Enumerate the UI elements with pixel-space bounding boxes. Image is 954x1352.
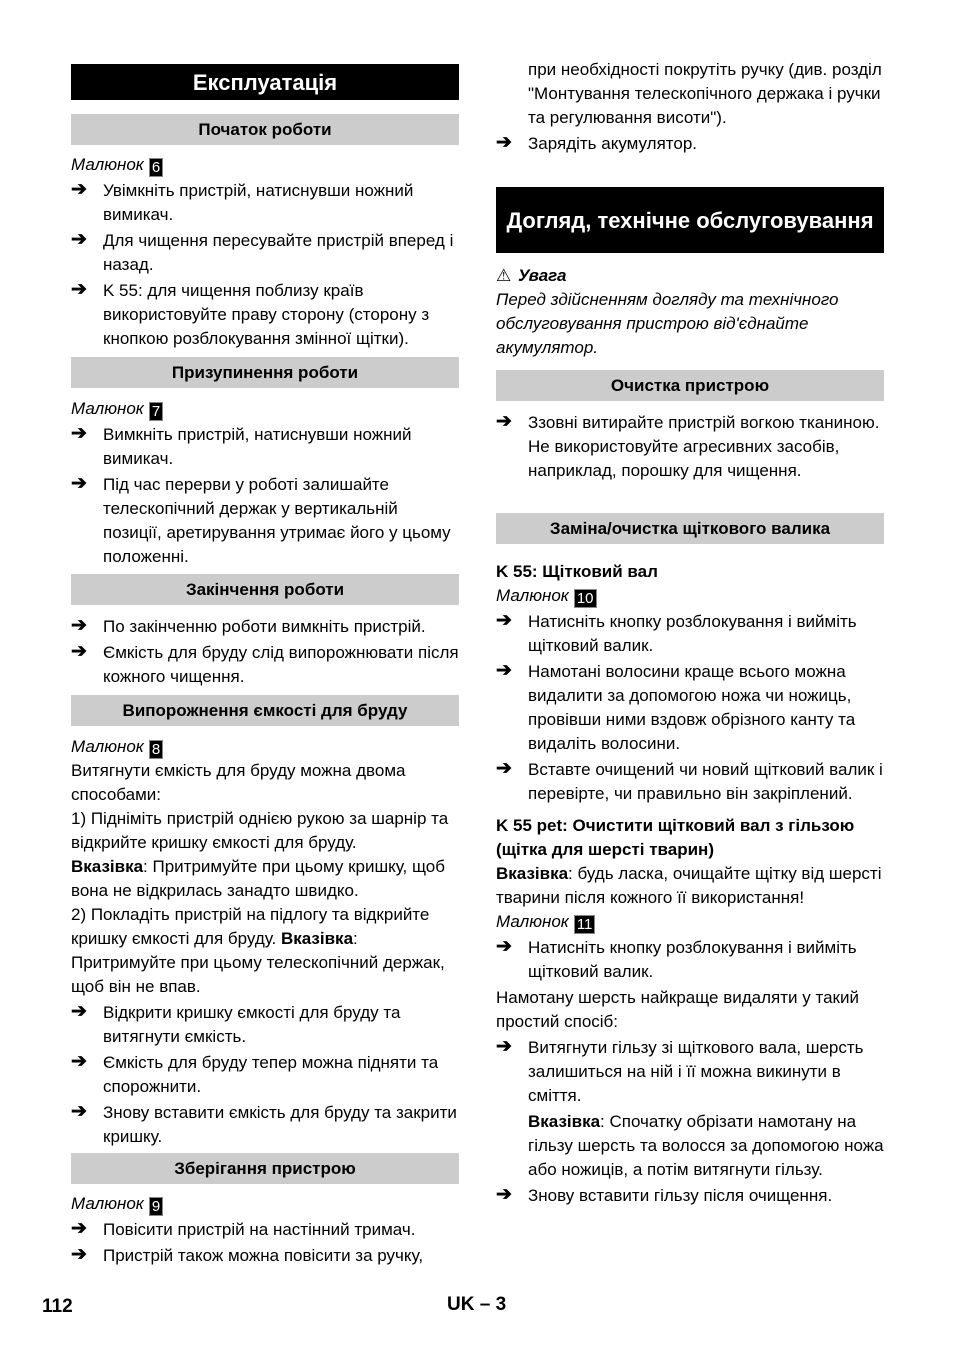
figure-label: Малюнок bbox=[71, 155, 144, 174]
list-item bbox=[71, 279, 459, 351]
list-item bbox=[71, 1244, 459, 1268]
figure-number: 10 bbox=[574, 589, 597, 608]
list-item-text: Натисніть кнопку розблокування і вийміть щітковий валик. bbox=[528, 612, 857, 655]
warning-text: Перед здійсненням догляду та технічного обслуговування пристрою від'єднайте акумулятор. bbox=[496, 290, 839, 357]
note-text: : будь ласка, очищайте щітку від шерсті тварини після кожного її використання! bbox=[496, 864, 882, 907]
arrow-icon: ➔ bbox=[496, 411, 512, 432]
subheading-empty-container: Випорожнення ємкості для бруду bbox=[71, 695, 459, 726]
list-item-text: Ємкість для бруду слід випорожнювати після кожного чищення. bbox=[103, 643, 459, 686]
warning-triangle-icon: ⚠ bbox=[496, 266, 512, 285]
list-item-text: Намотані волосини краще всього можна видалити за допомогою ножа чи ножиць, провівши ними вздовж обрізного канту та видаліть волосини. bbox=[528, 662, 856, 753]
note-text: : Спочатку обрізати намотану на гільзу шерсть та волосся за допомогою ножа або ножиців, а потім витягнути гільзу. bbox=[528, 1112, 884, 1179]
list-item-text: Пристрій також можна повісити за ручку, bbox=[103, 1246, 424, 1265]
arrow-icon: ➔ bbox=[71, 279, 87, 300]
list-item bbox=[496, 758, 884, 806]
figure-reference bbox=[496, 584, 884, 608]
figure-reference bbox=[496, 910, 884, 934]
list-item bbox=[496, 1184, 884, 1208]
figure-reference bbox=[71, 735, 459, 759]
list-item-text: Для чищення пересувайте пристрій вперед і назад. bbox=[103, 231, 454, 274]
note-label: Вказівка bbox=[496, 864, 569, 883]
arrow-icon: ➔ bbox=[496, 660, 512, 681]
figure-reference bbox=[71, 153, 459, 177]
list-item-text: Натисніть кнопку розблокування і вийміть щітковий валик. bbox=[528, 938, 857, 981]
arrow-icon: ➔ bbox=[71, 1051, 87, 1072]
list-item bbox=[71, 1051, 459, 1099]
figure-label: Малюнок bbox=[496, 586, 569, 605]
list-item-text: K 55: для чищення поблизу країв використовуйте праву сторону (сторону з кнопкою розблокування змінної щітки). bbox=[103, 281, 430, 348]
list-item bbox=[71, 179, 459, 227]
arrow-icon: ➔ bbox=[496, 1184, 512, 1205]
list-item-text: Ззовні витирайте пристрій вогкою тканиною. Не використовуйте агресивних засобів, наприклад, порошку для чищення. bbox=[528, 413, 880, 480]
arrow-icon: ➔ bbox=[496, 758, 512, 779]
list-item bbox=[71, 641, 459, 689]
subsection-title: K 55: Щітковий вал bbox=[496, 562, 658, 581]
list-item-text: Вставте очищений чи новий щітковий валик і перевірте, чи правильно він закріплений. bbox=[528, 760, 883, 803]
list-item-text: Витягнути гільзу зі щіткового вала, шерсть залишиться на ній і її можна викинути в сміття. bbox=[528, 1038, 864, 1105]
figure-label: Малюнок bbox=[71, 1194, 144, 1213]
arrow-icon: ➔ bbox=[71, 1101, 87, 1122]
list-item bbox=[496, 411, 884, 483]
paragraph: Намотану шерсть найкраще видаляти у такий простий спосіб: bbox=[496, 988, 859, 1031]
figure-number: 7 bbox=[149, 402, 163, 421]
language-page-code: UK – 3 bbox=[447, 1294, 507, 1315]
section-heading-maintenance: Догляд, технічне обслуговування bbox=[496, 187, 884, 253]
arrow-icon: ➔ bbox=[496, 1036, 512, 1057]
list-item-text: Знову вставити гільзу після очищення. bbox=[528, 1186, 833, 1205]
note-text: : Притримуйте при цьому кришку, щоб вона не відкрилась занадто швидко. bbox=[71, 857, 445, 900]
list-item bbox=[71, 1218, 459, 1242]
arrow-icon: ➔ bbox=[71, 1218, 87, 1239]
paragraph: 1) Підніміть пристрій однією рукою за шарнір та відкрийте кришку ємкості для бруду. bbox=[71, 809, 449, 852]
arrow-icon: ➔ bbox=[71, 1244, 87, 1265]
subheading-storage: Зберігання пристрою bbox=[71, 1153, 459, 1184]
list-item bbox=[71, 1101, 459, 1149]
paragraph bbox=[71, 903, 459, 999]
note-paragraph bbox=[528, 1110, 884, 1182]
subsection-title: K 55 pet: Очистити щітковий вал з гільзою (щітка для шерсті тварин) bbox=[496, 816, 855, 859]
list-item bbox=[71, 615, 459, 639]
section-heading-operation: Експлуатація bbox=[71, 64, 459, 100]
figure-label: Малюнок bbox=[71, 737, 144, 756]
arrow-icon: ➔ bbox=[71, 179, 87, 200]
list-item bbox=[496, 610, 884, 658]
subheading-brush-roller: Заміна/очистка щіткового валика bbox=[496, 513, 884, 544]
note-label: Вказівка bbox=[71, 857, 144, 876]
list-item-text: Зарядіть акумулятор. bbox=[528, 134, 698, 153]
arrow-icon: ➔ bbox=[71, 1001, 87, 1022]
continued-text: при необхідності покрутіть ручку (див. розділ "Монтування телескопічного держака і ручки та регулювання висоти"). bbox=[528, 60, 882, 127]
figure-label: Малюнок bbox=[496, 912, 569, 931]
list-item bbox=[71, 1001, 459, 1049]
arrow-icon: ➔ bbox=[71, 229, 87, 250]
paragraph-text: 2) Покладіть пристрій на підлогу та відкрийте кришку ємкості для бруду. bbox=[71, 905, 430, 948]
arrow-icon: ➔ bbox=[71, 473, 87, 494]
list-item-text: Вимкніть пристрій, натиснувши ножний вимикач. bbox=[103, 425, 412, 468]
subheading-end-work: Закінчення роботи bbox=[71, 574, 459, 605]
arrow-icon: ➔ bbox=[496, 936, 512, 957]
list-item-text: Відкрити кришку ємкості для бруду та витягнути ємкість. bbox=[103, 1003, 401, 1046]
list-item bbox=[496, 936, 884, 984]
list-item-text: Знову вставити ємкість для бруду та закрити кришку. bbox=[103, 1103, 457, 1146]
list-item-text: Повісити пристрій на настінний тримач. bbox=[103, 1220, 416, 1239]
figure-number: 9 bbox=[149, 1197, 163, 1216]
figure-number: 6 bbox=[149, 158, 163, 177]
subheading-pause-work: Призупинення роботи bbox=[71, 357, 459, 388]
list-item-text: Ємкість для бруду тепер можна підняти та спорожнити. bbox=[103, 1053, 439, 1096]
note-paragraph bbox=[496, 862, 884, 910]
figure-number: 8 bbox=[149, 740, 163, 759]
list-item bbox=[496, 660, 884, 756]
list-item bbox=[71, 229, 459, 277]
figure-number: 11 bbox=[574, 915, 596, 934]
figure-reference bbox=[71, 397, 459, 421]
figure-label: Малюнок bbox=[71, 399, 144, 418]
subheading-start-work: Початок роботи bbox=[71, 114, 459, 145]
list-item-text: По закінченню роботи вимкніть пристрій. bbox=[103, 617, 426, 636]
list-item bbox=[71, 473, 459, 569]
list-item bbox=[71, 423, 459, 471]
list-item bbox=[496, 132, 884, 156]
list-item-text: Увімкніть пристрій, натиснувши ножний вимикач. bbox=[103, 181, 414, 224]
paragraph: Витягнути ємкість для бруду можна двома способами: bbox=[71, 761, 406, 804]
arrow-icon: ➔ bbox=[496, 610, 512, 631]
page-number: 112 bbox=[42, 1296, 73, 1317]
warning-label: Увага bbox=[518, 266, 567, 285]
arrow-icon: ➔ bbox=[71, 641, 87, 662]
list-item bbox=[496, 1036, 884, 1108]
arrow-icon: ➔ bbox=[496, 132, 512, 153]
subheading-cleaning: Очистка пристрою bbox=[496, 370, 884, 401]
figure-reference bbox=[71, 1192, 459, 1216]
note-label: Вказівка bbox=[280, 929, 354, 948]
note-paragraph bbox=[71, 855, 459, 903]
warning-title bbox=[496, 264, 884, 288]
arrow-icon: ➔ bbox=[71, 615, 87, 636]
note-text: : Притримуйте при цьому телескопічний держак, щоб він не впав. bbox=[71, 929, 445, 996]
arrow-icon: ➔ bbox=[71, 423, 87, 444]
list-item-text: Під час перерви у роботі залишайте телескопічний держак у вертикальній позиції, аретирування утримає його у цьому положенні. bbox=[103, 475, 451, 566]
note-label: Вказівка bbox=[528, 1112, 601, 1131]
